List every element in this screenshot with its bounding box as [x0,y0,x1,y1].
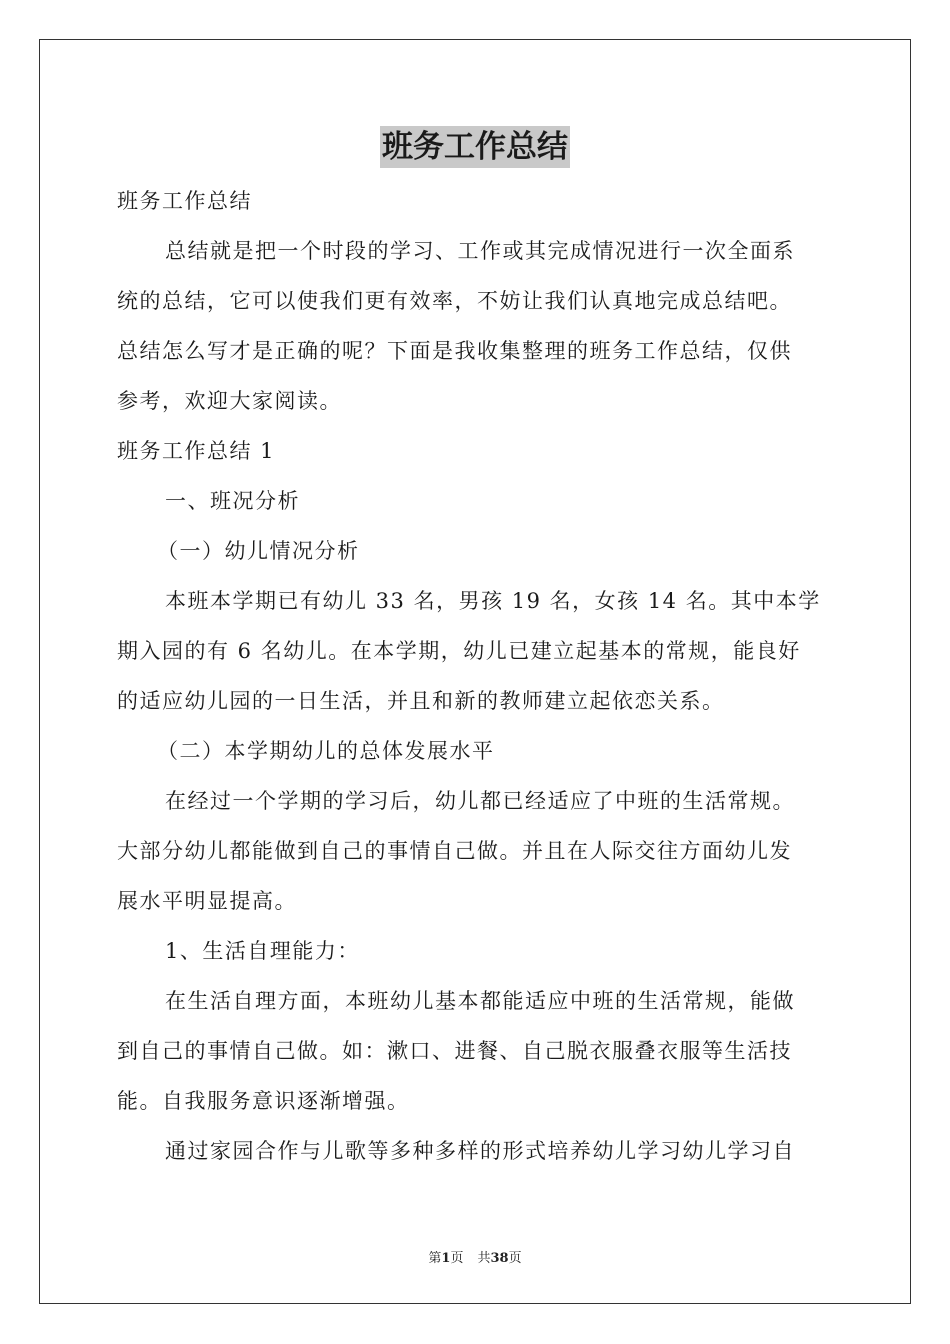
text-line: 到自己的事情自己做。如：漱口、进餐、自己脱衣服叠衣服等生活技 [117,1039,792,1063]
text-line: 在经过一个学期的学习后，幼儿都已经适应了中班的生活常规。 [165,789,795,813]
text-line: 在生活自理方面，本班幼儿基本都能适应中班的生活常规，能做 [165,989,795,1013]
footer-total-suffix: 页 [508,1251,522,1266]
text-line: 班务工作总结 [117,189,252,213]
footer-page-prefix: 第 [428,1251,442,1266]
text-line: 1、生活自理能力： [165,939,360,963]
page-footer [0,1250,950,1268]
footer-page-number: 1 [441,1251,451,1266]
text-line: 期入园的有 6 名幼儿。在本学期，幼儿已建立起基本的常规，能良好 [117,639,801,663]
document-title: 班务工作总结 [380,126,570,168]
text-line: 一、班况分析 [165,489,300,513]
text-line: 本班本学期已有幼儿 33 名，男孩 19 名，女孩 14 名。其中本学 [165,589,821,613]
footer-total-pages: 38 [490,1251,509,1266]
text-line: 参考，欢迎大家阅读。 [117,389,342,413]
footer-total-prefix: 共 [477,1251,491,1266]
text-line: 总结就是把一个时段的学习、工作或其完成情况进行一次全面系 [165,239,795,263]
text-line: （二）本学期幼儿的总体发展水平 [157,739,495,763]
footer-page-suffix: 页 [450,1251,464,1266]
text-line: 通过家园合作与儿歌等多种多样的形式培养幼儿学习幼儿学习自 [165,1139,795,1163]
text-line: （一）幼儿情况分析 [157,539,360,563]
text-line: 班务工作总结 1 [117,439,276,463]
text-line: 大部分幼儿都能做到自己的事情自己做。并且在人际交往方面幼儿发 [117,839,792,863]
text-line: 能。自我服务意识逐渐增强。 [117,1089,410,1113]
text-line: 展水平明显提高。 [117,889,297,913]
text-line: 统的总结，它可以使我们更有效率，不妨让我们认真地完成总结吧。 [117,289,792,313]
text-line: 的适应幼儿园的一日生活，并且和新的教师建立起依恋关系。 [117,689,725,713]
text-line: 总结怎么写才是正确的呢？下面是我收集整理的班务工作总结，仅供 [117,339,792,363]
title-container [0,126,950,168]
document-body [117,176,835,1176]
